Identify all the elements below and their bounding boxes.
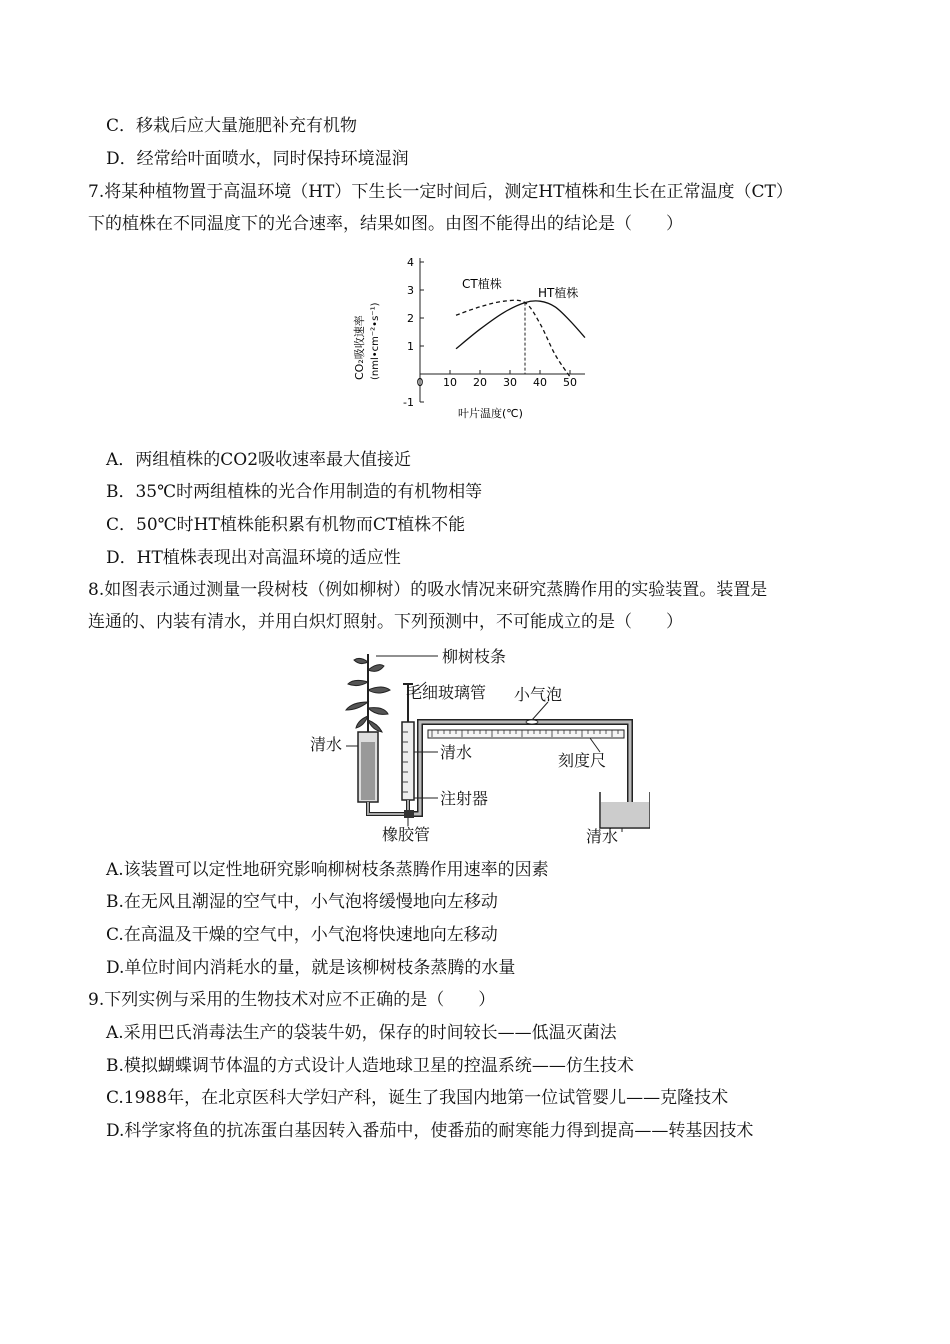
x-tick-label: 50 — [563, 376, 577, 389]
chart-y-label: CO₂吸收速率 — [353, 315, 366, 380]
q7-option-a: A．两组植株的CO2吸收速率最大值接近 — [106, 450, 412, 470]
willow-branch-icon — [346, 654, 390, 734]
label-water-left: 清水 — [310, 735, 343, 754]
q6-option-c: C．移栽后应大量施肥补充有机物 — [106, 116, 358, 136]
label-water-middle: 清水 — [440, 743, 473, 762]
y-tick-label: 1 — [407, 340, 414, 353]
q7-chart — [350, 250, 600, 430]
q9-option-d: D.科学家将鱼的抗冻蛋白基因转入番茄中，使番茄的耐寒能力得到提高——转基因技术 — [106, 1121, 754, 1141]
ht-series-label: HT植株 — [538, 286, 579, 300]
air-bubble — [526, 720, 538, 724]
co2-uptake-chart — [350, 250, 600, 430]
y-tick-label: 4 — [407, 256, 414, 269]
q7-option-b: B．35℃时两组植株的光合作用制造的有机物相等 — [106, 482, 483, 502]
q7-option-d: D．HT植株表现出对高温环境的适应性 — [106, 548, 401, 568]
q9-stem: 9.下列实例与采用的生物技术对应不正确的是（ ） — [88, 990, 496, 1010]
x-tick-label: 20 — [473, 376, 487, 389]
q8-option-c: C.在高温及干燥的空气中，小气泡将快速地向左移动 — [106, 925, 498, 945]
q9-option-a: A.采用巴氏消毒法生产的袋装牛奶，保存的时间较长——低温灭菌法 — [106, 1023, 617, 1043]
x-tick-label: 10 — [443, 376, 457, 389]
q9-option-b: B.模拟蝴蝶调节体温的方式设计人造地球卫星的控温系统——仿生技术 — [106, 1056, 634, 1076]
beaker-icon — [600, 792, 650, 828]
x-tick-label: 0 — [416, 376, 424, 389]
chart-y-unit: (nml•cm⁻²•s⁻¹) — [370, 302, 381, 380]
label-rubber-tube: 橡胶管 — [382, 825, 431, 844]
y-tick-label: 2 — [407, 312, 414, 325]
series-line-ht — [456, 301, 585, 349]
q8-stem-line2: 连通的、内装有清水，并用白炽灯照射。下列预测中，不可能成立的是（ ） — [88, 612, 683, 632]
ruler-icon — [428, 730, 624, 738]
q8-option-d: D.单位时间内消耗水的量，就是该柳树枝条蒸腾的水量 — [106, 958, 516, 978]
x-tick-label: 40 — [533, 376, 547, 389]
q8-apparatus-figure — [300, 642, 650, 847]
ct-series-label: CT植株 — [462, 277, 502, 291]
rubber-tube-joint — [404, 810, 414, 818]
label-willow-branch: 柳树枝条 — [442, 647, 507, 666]
label-capillary-tube: 毛细玻璃管 — [406, 683, 487, 702]
left-water-fill — [361, 742, 375, 800]
x-tick-label: 30 — [503, 376, 517, 389]
label-water-right: 清水 — [586, 827, 619, 846]
label-syringe: 注射器 — [440, 789, 489, 808]
q7-option-c: C．50℃时HT植株能积累有机物而CT植株不能 — [106, 515, 466, 535]
q8-option-b: B.在无风且潮湿的空气中，小气泡将缓慢地向左移动 — [106, 892, 498, 912]
q9-option-c: C.1988年，在北京医科大学妇产科，诞生了我国内地第一位试管婴儿——克隆技术 — [106, 1088, 729, 1108]
label-air-bubble: 小气泡 — [514, 685, 563, 704]
q8-stem-line1: 8.如图表示通过测量一段树枝（例如柳树）的吸水情况来研究蒸腾作用的实验装置。装置是 — [88, 580, 768, 600]
chart-x-label: 叶片温度(℃) — [458, 407, 523, 420]
q7-stem-line2: 下的植株在不同温度下的光合速率，结果如图。由图不能得出的结论是（ ） — [88, 214, 683, 234]
transpiration-apparatus — [300, 642, 650, 847]
series-line-ct — [456, 300, 570, 377]
q6-option-d: D．经常给叶面喷水，同时保持环境湿润 — [106, 149, 409, 169]
q8-option-a: A.该装置可以定性地研究影响柳树枝条蒸腾作用速率的因素 — [106, 860, 549, 880]
label-ruler: 刻度尺 — [558, 751, 607, 770]
q7-stem-line1: 7.将某种植物置于高温环境（HT）下生长一定时间后，测定HT植株和生长在正常温度（CT） — [88, 182, 793, 202]
y-tick-label: 3 — [407, 284, 414, 297]
y-tick-label: -1 — [403, 396, 414, 409]
